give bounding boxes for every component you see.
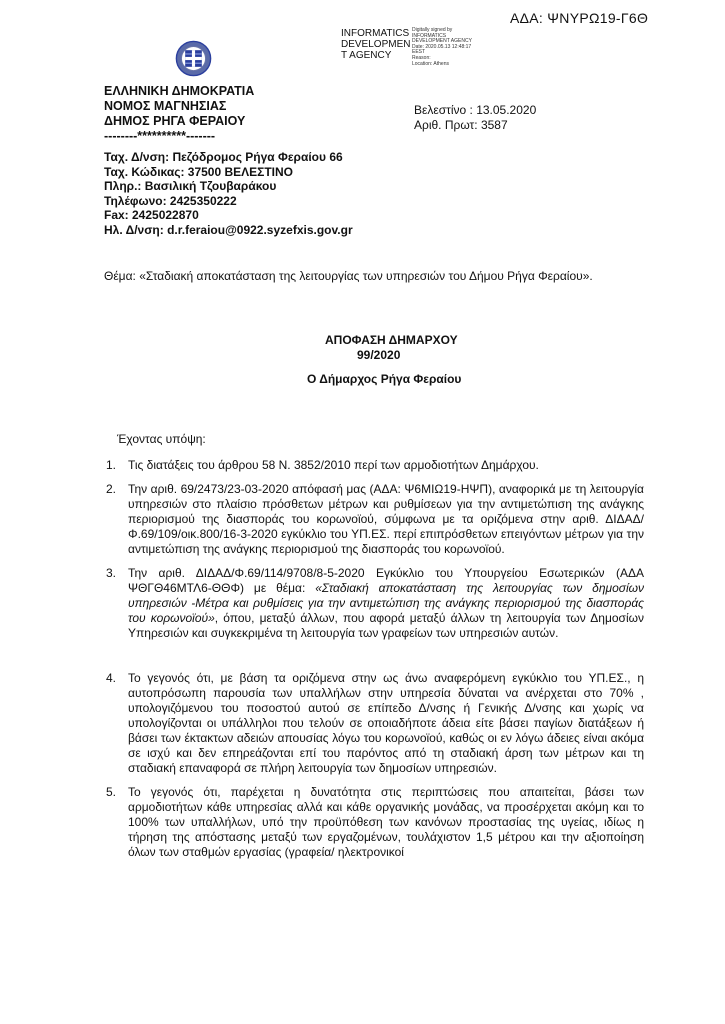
digital-signature-org bbox=[341, 28, 411, 61]
signature-info-line: DEVELOPMENT AGENCY bbox=[412, 38, 472, 45]
issuer-header bbox=[104, 84, 254, 144]
signature-info-line: INFORMATICS bbox=[412, 32, 447, 39]
item-number: 1. bbox=[106, 458, 117, 472]
list-item bbox=[104, 482, 644, 557]
item-text: , όπου, μεταξύ άλλων, που αφορά μεταξύ άλλων τη λειτουργία των Δημοσίων Υπηρεσιών και συγκεκριμένα τη λειτουργία των γραφείων των υπηρεσιών αυτών. bbox=[128, 611, 644, 640]
protocol-number: Αριθ. Πρωτ: 3587 bbox=[414, 118, 508, 132]
header-line-municipality: ΔΗΜΟΣ ΡΗΓΑ ΦΕΡΑΙΟΥ bbox=[104, 114, 246, 128]
document-subject: Θέμα: «Σταδιακή αποκατάσταση της λειτουργίας των υπηρεσιών του Δήμου Ρήγα Φεραίου». bbox=[104, 269, 593, 283]
signature-info-line: Digitally signed by bbox=[412, 27, 453, 33]
contact-block bbox=[104, 150, 353, 238]
header-line-prefecture: ΝΟΜΟΣ ΜΑΓΝΗΣΙΑΣ bbox=[104, 99, 227, 113]
document-meta bbox=[414, 103, 536, 133]
decision-title: ΑΠΟΦΑΣΗ ΔΗΜΑΡΧΟΥ bbox=[325, 333, 458, 347]
decision-issuer: Ο Δήμαρχος Ρήγα Φεραίου bbox=[307, 372, 462, 386]
item-number: 5. bbox=[106, 785, 117, 799]
list-item bbox=[104, 671, 644, 776]
considerations-list bbox=[104, 458, 644, 860]
ada-code: ΑΔΑ: ΨΝΥΡΩ19-Γ6Θ bbox=[510, 10, 649, 26]
item-quoted-title: «Σταδιακή αποκατάσταση της λειτουργίας των δημοσίων υπηρεσιών -Μέτρα και ρυθμίσεις για την αντιμετώπιση της ανάγκης περιορισμού της διασποράς του κορωνοϊού» bbox=[128, 581, 645, 625]
header-separator: --------**********------- bbox=[104, 129, 216, 143]
contact-address: Ταχ. Δ/νση: Πεζόδρομος Ρήγα Φεραίου 66 bbox=[104, 150, 343, 164]
signature-org-line: INFORMATICS bbox=[341, 28, 410, 39]
list-item bbox=[104, 458, 644, 473]
list-item bbox=[104, 785, 644, 860]
header-line-country: ΕΛΛΗΝΙΚΗ ΔΗΜΟΚΡΑΤΙΑ bbox=[104, 84, 255, 98]
place-date: Βελεστίνο : 13.05.2020 bbox=[414, 103, 537, 117]
signature-info-line: Reason: bbox=[412, 54, 431, 61]
item-text: Το γεγονός ότι, με βάση τα οριζόμενα στην ως άνω αναφερόμενη εγκύκλιο του ΥΠ.ΕΣ., η αυτοπρόσωπη παρουσία των υπαλλήλων στην υπηρεσία δύναται να ανέρχεται στο 70% , υπολογιζόμενου του ποσοστού αυτού σε επίπεδο Δ/νσης ή Γενικής Δ/νσης και χωρίς να υπολογίζονται οι υπάλληλοι που τελούν σε οποιαδήποτε άδεια είτε βάσει παγίων διατάξεων ή βάσει των έκτακτων αδειών απουσίας λόγω του κορωνοϊού, καθώς οι εν λόγω άδειες είναι ακόμα σε ισχύ και δεν επηρεάζονται επί του παρόντος από τη σταδιακή άρση των μέτρων και τη σταδιακή επαναφορά σε πλήρη λειτουργία των δημοσίων υπηρεσιών. bbox=[128, 671, 644, 775]
item-number: 3. bbox=[106, 566, 117, 580]
item-text: Την αριθ. 69/2473/23-03-2020 απόφασή μας (ΑΔΑ: Ψ6ΜΙΩ19-ΗΨΠ), αναφορικά με τη λειτουργία υπηρεσιών στο πλαίσιο πρόσθετων μέτρων και ρυθμίσεων για την αντιμετώπιση της ανάγκης περιορισμού της διασποράς του κορωνοϊού, σύμφωνα με τα οριζόμενα στην αριθ. ΔΙΔΑΔ/Φ.69/109/οικ.800/16-3-2020 εγκύκλιο του ΥΠ.ΕΣ. περί επιπρόσθετων επειγόντων μέτρων για την αντιμετώπιση της ανάγκης περιορισμού της διασποράς του κορωνοϊού. bbox=[128, 482, 644, 556]
item-text: Το γεγονός ότι, παρέχεται η δυνατότητα στις περιπτώσεις που απαιτείται, βάσει των αρμοδιοτήτων κάθε υπηρεσίας αλλά και κάθε οργανικής μονάδας, να προσέρχεται ακόμη και το 100% των υπαλλήλων, υπό την προϋπόθεση των κανόνων προστασίας της υγείας, ιδίως η τήρηση της απόστασης μεταξύ των εργαζομένων, τουλάχιστον 1,5 μέτρου και την αξιοποίηση όλων των σταθμών εργασίας (γραφεία/ ηλεκτρονικοί bbox=[128, 785, 644, 859]
contact-fax: Fax: 2425022870 bbox=[104, 208, 199, 223]
item-text: Τις διατάξεις του άρθρου 58 Ν. 3852/2010 περί των αρμοδιοτήτων Δημάρχου. bbox=[128, 458, 539, 472]
contact-person: Πληρ.: Βασιλική Τζουβαράκου bbox=[104, 179, 277, 194]
signature-info-line: Location: Athens bbox=[412, 60, 449, 67]
signature-info-line: EEST bbox=[412, 49, 426, 56]
contact-email: Ηλ. Δ/νση: d.r.feraiou@0922.syzefxis.gov.gr bbox=[104, 222, 353, 237]
decision-number: 99/2020 bbox=[357, 348, 401, 362]
contact-postcode: Ταχ. Κώδικας: 37500 ΒΕΛΕΣΤΙΝΟ bbox=[104, 164, 294, 179]
greek-emblem-icon bbox=[175, 40, 212, 77]
digital-signature-info bbox=[412, 28, 502, 67]
signature-info-line: Date: 2020.05.13 12:48:17 bbox=[412, 43, 472, 50]
item-number: 4. bbox=[106, 671, 117, 685]
list-item bbox=[104, 566, 644, 641]
item-text: Την αριθ. ΔΙΔΑΔ/Φ.69/114/9708/8-5-2020 Εγκύκλιο του Υπουργείου Εσωτερικών (ΑΔΑ ΨΘΓΘ46ΜΤΛ6-ΘΘΦ) με θέμα: bbox=[128, 566, 644, 595]
signature-org-line: T AGENCY bbox=[341, 50, 392, 61]
having-regard-heading: Έχοντας υπόψη: bbox=[117, 432, 206, 446]
item-number: 2. bbox=[106, 482, 117, 496]
signature-org-line: DEVELOPMEN bbox=[341, 39, 411, 50]
contact-phone: Τηλέφωνο: 2425350222 bbox=[104, 193, 237, 208]
